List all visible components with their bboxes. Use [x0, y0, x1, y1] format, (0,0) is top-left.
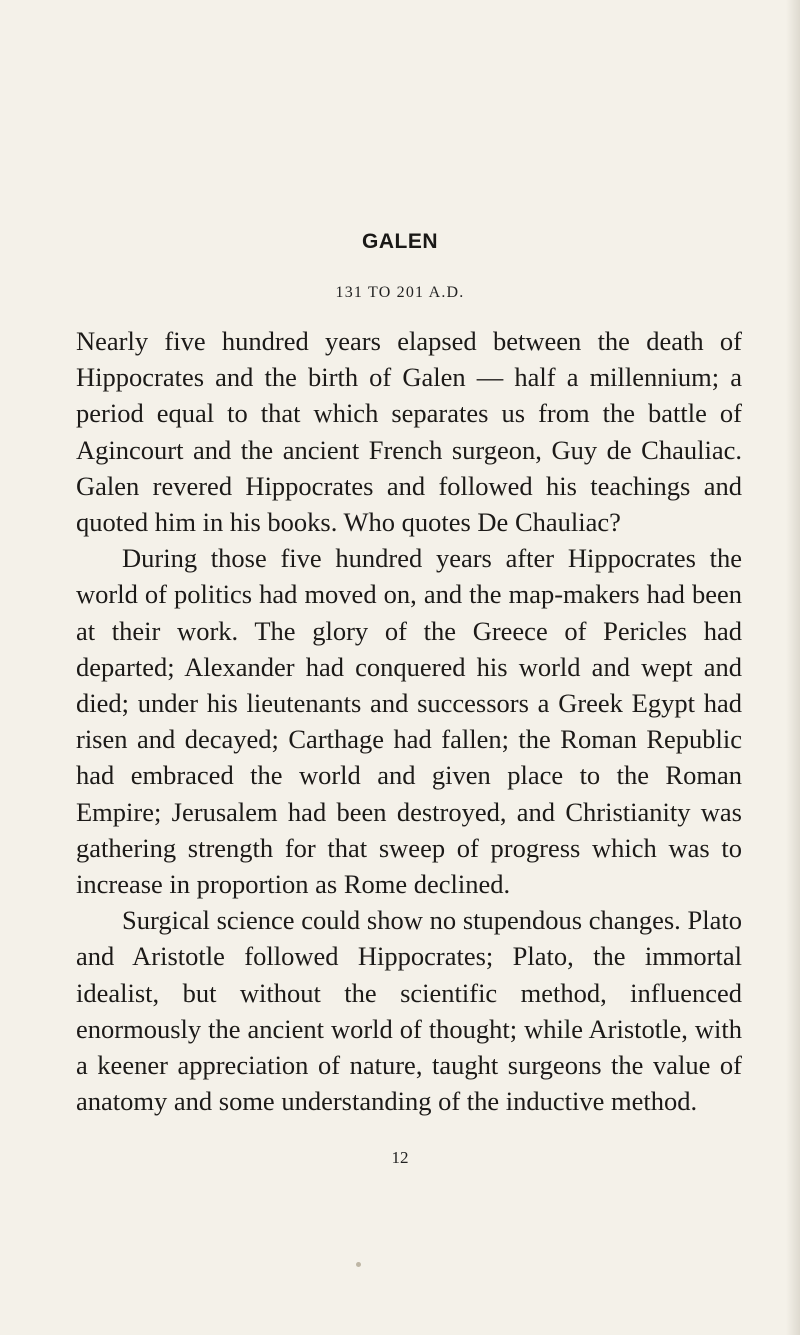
- paragraph-2: During those five hundred years after Hippocrates the world of politics had moved on, and the map-makers had been at their work. The glory of the Greece of Pericles had departed; Alexander had conquered his world and wept and died; under his lieutenants and successors a Greek Egypt had risen and decayed; Carthage had fallen; the Roman Republic had embraced the world and given place to the Roman Empire; Jerusalem had been destroyed, and Christianity was gathering strength for that sweep of progress which was to increase in proportion as Rome declined.: [76, 543, 742, 900]
- paragraph-1: Nearly five hundred years elapsed between the death of Hippocrates and the birth of Galen — half a millennium; a period equal to that which separates us from the battle of Agincourt and the ancient French surgeon, Guy de Chauliac. Galen revered Hippocrates and followed his teachings and quoted him in his books. Who quotes De Chauliac?: [76, 326, 742, 538]
- paper-speck: [356, 1262, 361, 1267]
- chapter-title: GALEN: [362, 230, 438, 253]
- page-number: 12: [391, 1148, 409, 1167]
- page-edge-shadow: [786, 0, 800, 1335]
- chapter-dates: 131 TO 201 A.D.: [335, 284, 465, 301]
- body-text: [76, 323, 742, 1119]
- paragraph-3: Surgical science could show no stupendous changes. Plato and Aristotle followed Hippocrates; Plato, the immortal idealist, but without the scientific method, influenced enormously the ancient world of thought; while Aristotle, with a keener appreciation of nature, taught surgeons the value of anatomy and some understanding of the inductive method.: [76, 905, 742, 1117]
